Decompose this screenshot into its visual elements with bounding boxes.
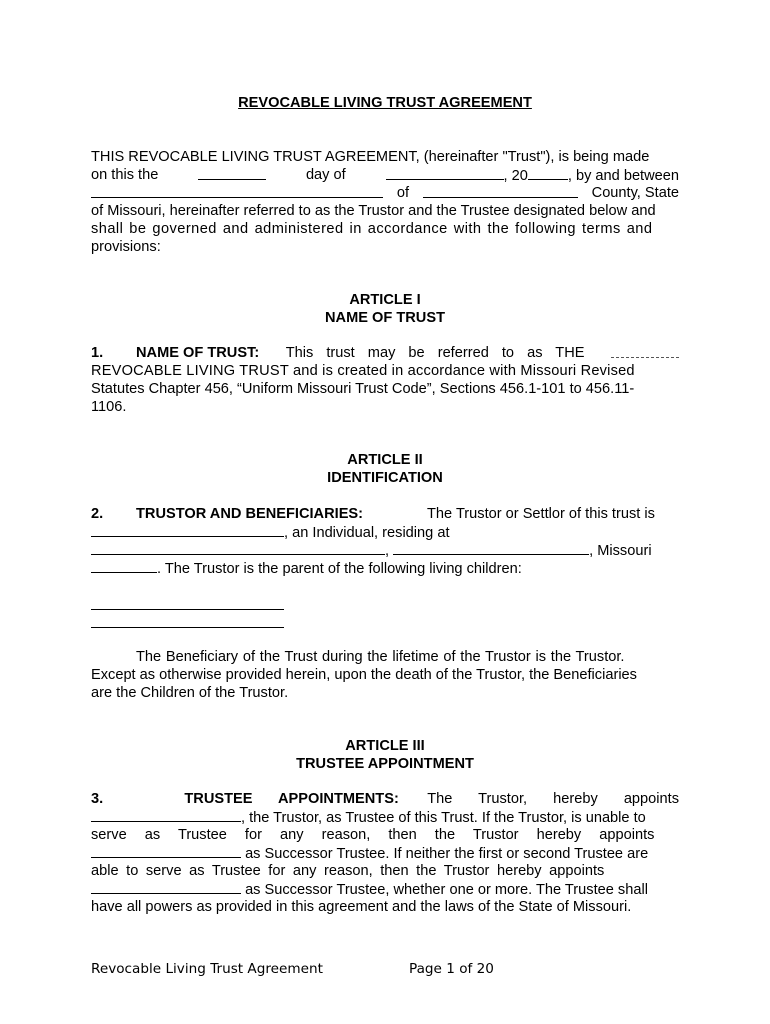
section-2-comma: , (385, 543, 390, 559)
article-1-line-1 (91, 344, 679, 362)
child-name-blank-2[interactable] (91, 627, 284, 628)
zip-blank[interactable] (91, 559, 157, 573)
successor-trustee-blank-2[interactable] (91, 880, 241, 894)
section-1-number: 1. (91, 345, 104, 361)
section-3-line-2-text: , the Trustor, as Trustee of this Trust. If the Trustor, is unable to (241, 810, 646, 826)
article-1-heading: ARTICLE I (349, 292, 421, 308)
article-2-line-3 (91, 541, 652, 559)
intro-line-6: provisions: (91, 239, 161, 255)
article-1-line-3: Statutes Chapter 456, “Uniform Missouri Trust Code”, Sections 456.1-101 to 456.11- (91, 381, 635, 397)
trust-name-blank[interactable] (611, 344, 679, 358)
intro-on-this: on this the (91, 167, 159, 183)
trustor-name-blank[interactable] (91, 184, 383, 198)
intro-of: of (396, 185, 409, 201)
section-3-text: The Trustor, hereby appoints (427, 791, 679, 807)
section-3-label: TRUSTEE APPOINTMENTS: (184, 791, 399, 807)
article-2-line-1 (91, 505, 655, 523)
intro-day-of: day of (305, 167, 346, 183)
section-2-children-text: . The Trustor is the parent of the following living children: (157, 561, 522, 577)
article-2-para-2-line-3: are the Children of the Trustor. (91, 685, 289, 701)
trustee-blank[interactable] (91, 808, 241, 822)
article-2-heading: ARTICLE II (347, 452, 423, 468)
trustor-individual-blank[interactable] (91, 523, 284, 537)
article-3-subheading: TRUSTEE APPOINTMENT (296, 756, 474, 772)
section-2-text: The Trustor or Settlor of this trust is (427, 506, 655, 522)
section-3-line-4-text: as Successor Trustee. If neither the first or second Trustee are (245, 846, 649, 862)
footer-page-number: Page 1 of 20 (409, 961, 494, 977)
article-2-subheading: IDENTIFICATION (327, 470, 443, 486)
year-blank[interactable] (528, 166, 568, 180)
article-3-line-4 (91, 844, 648, 862)
article-2-line-4 (91, 559, 522, 577)
document-title: REVOCABLE LIVING TRUST AGREEMENT (238, 95, 532, 111)
section-2-individual: , an Individual, residing at (284, 525, 450, 541)
intro-line-1: THIS REVOCABLE LIVING TRUST AGREEMENT, (hereinafter "Trust"), is being made (91, 149, 650, 165)
article-2-line-2 (91, 523, 450, 541)
intro-year-prefix: , 20 (503, 168, 528, 184)
section-1-text: This trust may be referred to as THE (285, 345, 585, 361)
section-2-label: TRUSTOR AND BENEFICIARIES: (136, 506, 364, 522)
article-3-line-6 (91, 880, 648, 898)
intro-by-between: , by and between (567, 168, 679, 184)
city-blank[interactable] (393, 541, 589, 555)
intro-line-3 (91, 184, 679, 202)
day-blank[interactable] (198, 166, 266, 180)
article-2-para-2-line-1: The Beneficiary of the Trust during the lifetime of the Trustor is the Trustor. (136, 649, 625, 665)
month-blank[interactable] (386, 166, 504, 180)
successor-trustee-blank-1[interactable] (91, 844, 241, 858)
article-2-para-2-line-2: Except as otherwise provided herein, upon the death of the Trustor, the Beneficiaries (91, 667, 637, 683)
child-name-blank-1[interactable] (91, 609, 284, 610)
footer-title: Revocable Living Trust Agreement (91, 961, 323, 977)
address-blank[interactable] (91, 541, 385, 555)
article-3-line-1 (91, 790, 679, 808)
article-1-subheading: NAME OF TRUST (325, 310, 445, 326)
article-3-line-7: have all powers as provided in this agreement and the laws of the State of Missouri. (91, 899, 632, 915)
article-3-line-3: serve as Trustee for any reason, then the Trustor hereby appoints (91, 827, 655, 843)
intro-line-4: of Missouri, hereinafter referred to as the Trustor and the Trustee designated below and (91, 203, 656, 219)
article-3-line-5: able to serve as Trustee for any reason, then the Trustor hereby appoints (91, 863, 605, 879)
article-1-line-2: REVOCABLE LIVING TRUST and is created in accordance with Missouri Revised (91, 363, 635, 379)
article-3-line-2 (91, 808, 646, 826)
section-1-label: NAME OF TRUST: (136, 345, 260, 361)
article-3-heading: ARTICLE III (345, 738, 425, 754)
section-2-missouri: , Missouri (589, 543, 652, 559)
article-1-line-4: 1106. (91, 399, 127, 415)
intro-line-5: shall be governed and administered in accordance with the following terms and (91, 221, 653, 237)
section-3-line-6-text: as Successor Trustee, whether one or more. The Trustee shall (245, 882, 648, 898)
intro-county-state: County, State (591, 185, 679, 201)
intro-line-2 (91, 166, 679, 184)
section-2-number: 2. (91, 506, 104, 522)
section-3-number: 3. (91, 791, 104, 807)
county-blank[interactable] (423, 184, 578, 198)
